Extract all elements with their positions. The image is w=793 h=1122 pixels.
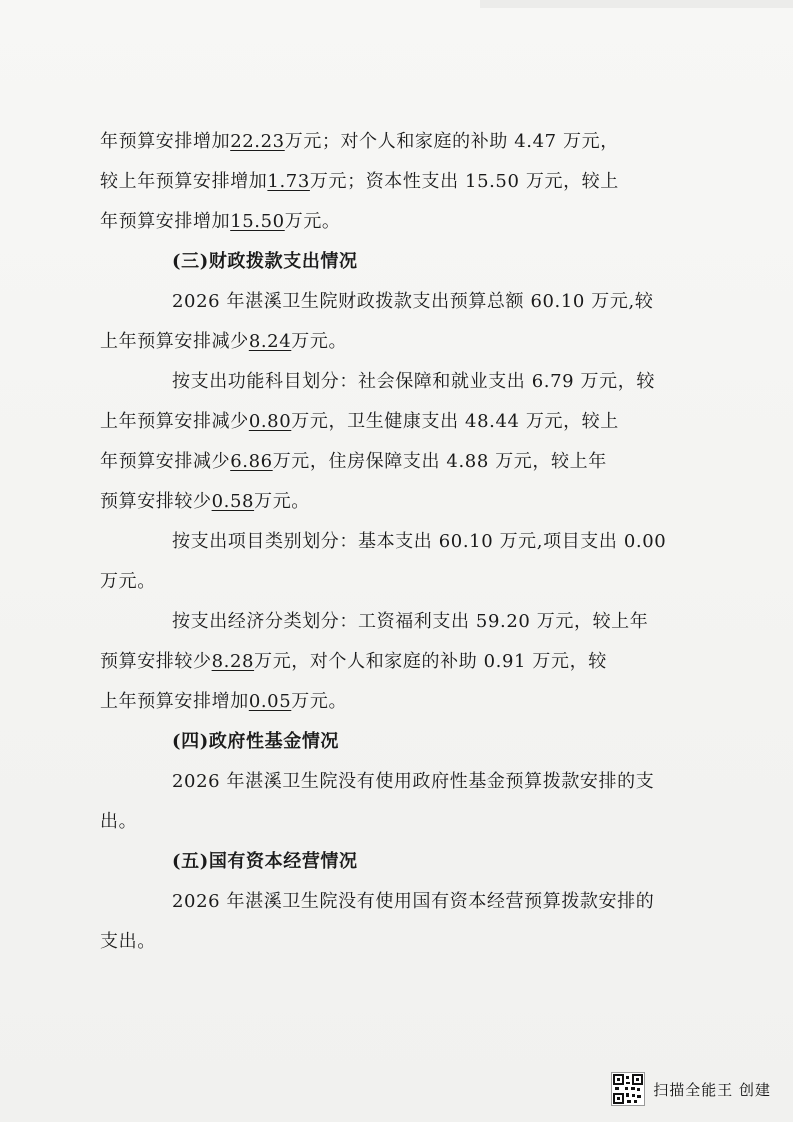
text-line-17: 2026 年湛溪卫生院没有使用政府性基金预算拨款安排的支 bbox=[172, 771, 655, 792]
text-line-6: 上年预算安排减少8.24万元。 bbox=[100, 331, 348, 352]
scanner-watermark bbox=[611, 1072, 771, 1106]
text-line-8: 上年预算安排减少0.80万元，卫生健康支出 48.44 万元，较上 bbox=[100, 411, 619, 432]
text-line-11: 按支出项目类别划分：基本支出 60.10 万元,项目支出 0.00 bbox=[172, 531, 667, 552]
watermark-text: 扫描全能王 创建 bbox=[653, 1080, 771, 1099]
scan-edge bbox=[480, 0, 793, 8]
text-line-18: 出。 bbox=[100, 811, 138, 832]
text-line-15: 上年预算安排增加0.05万元。 bbox=[100, 691, 348, 712]
section-heading-4: (四)政府性基金情况 bbox=[172, 731, 340, 752]
text-line-5: 2026 年湛溪卫生院财政拨款支出预算总额 60.10 万元,较 bbox=[172, 291, 654, 312]
text-line-21: 支出。 bbox=[100, 931, 156, 952]
text-line-14: 预算安排较少8.28万元，对个人和家庭的补助 0.91 万元，较 bbox=[100, 651, 607, 672]
text-line-13: 按支出经济分类划分：工资福利支出 59.20 万元，较上年 bbox=[172, 611, 649, 632]
text-line-3: 年预算安排增加15.50万元。 bbox=[100, 211, 341, 232]
section-heading-5: (五)国有资本经营情况 bbox=[172, 851, 358, 872]
document-body bbox=[100, 122, 685, 962]
text-line-2: 较上年预算安排增加1.73万元；资本性支出 15.50 万元，较上 bbox=[100, 171, 619, 192]
section-heading-3: (三)财政拨款支出情况 bbox=[172, 251, 358, 272]
text-line-9: 年预算安排减少6.86万元，住房保障支出 4.88 万元，较上年 bbox=[100, 451, 607, 472]
text-line-1: 年预算安排增加22.23万元；对个人和家庭的补助 4.47 万元， bbox=[100, 131, 619, 152]
text-line-12: 万元。 bbox=[100, 571, 156, 592]
qr-code-icon bbox=[611, 1072, 645, 1106]
text-line-10: 预算安排较少0.58万元。 bbox=[100, 491, 310, 512]
text-line-7: 按支出功能科目划分：社会保障和就业支出 6.79 万元，较 bbox=[172, 371, 655, 392]
text-line-20: 2026 年湛溪卫生院没有使用国有资本经营预算拨款安排的 bbox=[172, 891, 655, 912]
